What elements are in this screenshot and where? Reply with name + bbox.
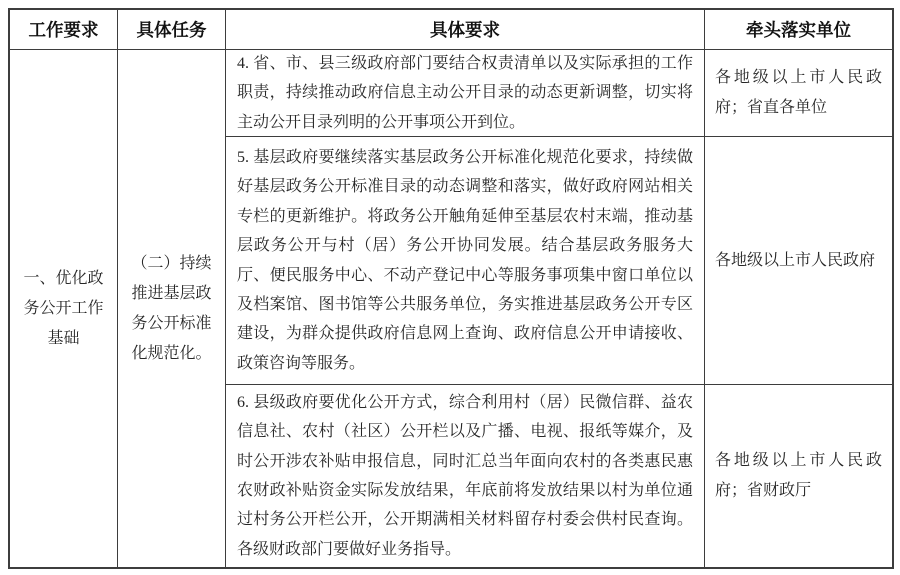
column-header-work-requirement <box>10 10 118 50</box>
requirement-text: 6. 县级政府要优化公开方式，综合利用村（居）民微信群、益农信息社、农村（社区）公开栏以及广播、电视、报纸等媒介，及时公开涉农补贴申报信息，同时汇总当年面向农村的各类惠民惠农财政补贴资金实际发放结果，年底前将发放结果以村为单位通过村务公开栏公开，公开期满相关材料留存村委会供村民查询。各级财政部门要做好业务指导。 <box>237 393 693 558</box>
column-header-specific-task <box>118 10 226 50</box>
table-row-requirement-4 <box>226 50 705 137</box>
unit-text: 各地级以上市人民政府；省直各单位 <box>715 69 882 116</box>
column-header-label: 工作要求 <box>28 20 99 40</box>
work-requirement-text: 一、优化政务公开工作基础 <box>23 269 104 347</box>
table-row-requirement-5 <box>226 137 705 385</box>
specific-task-text: （二）持续推进基层政务公开标准化规范化。 <box>131 254 212 362</box>
table-row-unit-4 <box>705 50 892 137</box>
specific-task-cell <box>118 50 226 567</box>
table-row-unit-5 <box>705 137 892 385</box>
table-row-unit-6 <box>705 385 892 567</box>
requirement-text: 4. 省、市、县三级政府部门要结合权责清单以及实际承担的工作职责，持续推动政府信息主动公开目录的动态更新调整，切实将主动公开目录列明的公开事项公开到位。 <box>237 54 693 131</box>
column-header-label: 牵头落实单位 <box>746 20 851 40</box>
requirement-text: 5. 基层政府要继续落实基层政务公开标准化规范化要求，持续做好基层政务公开标准目录的动态调整和落实，做好政府网站相关专栏的更新维护。将政务公开触角延伸至基层农村末端，推动基层政务公开与村（居）务公开协同发展。结合基层政务服务大厅、便民服务中心、不动产登记中心等服务事项集中窗口单位以及档案馆、图书馆等公共服务单位，务实推进基层政务公开专区建设，为群众提供政府信息网上查询、政府信息公开申请接收、政策咨询等服务。 <box>237 148 693 372</box>
unit-text: 各地级以上市人民政府 <box>715 251 876 269</box>
column-header-lead-unit <box>705 10 892 50</box>
work-requirement-cell <box>10 50 118 567</box>
column-header-specific-requirement <box>226 10 705 50</box>
column-header-label: 具体任务 <box>136 20 207 40</box>
column-header-label: 具体要求 <box>430 20 500 40</box>
table-row-requirement-6 <box>226 385 705 567</box>
unit-text: 各地级以上市人民政府；省财政厅 <box>715 452 882 499</box>
requirements-table <box>8 8 894 569</box>
